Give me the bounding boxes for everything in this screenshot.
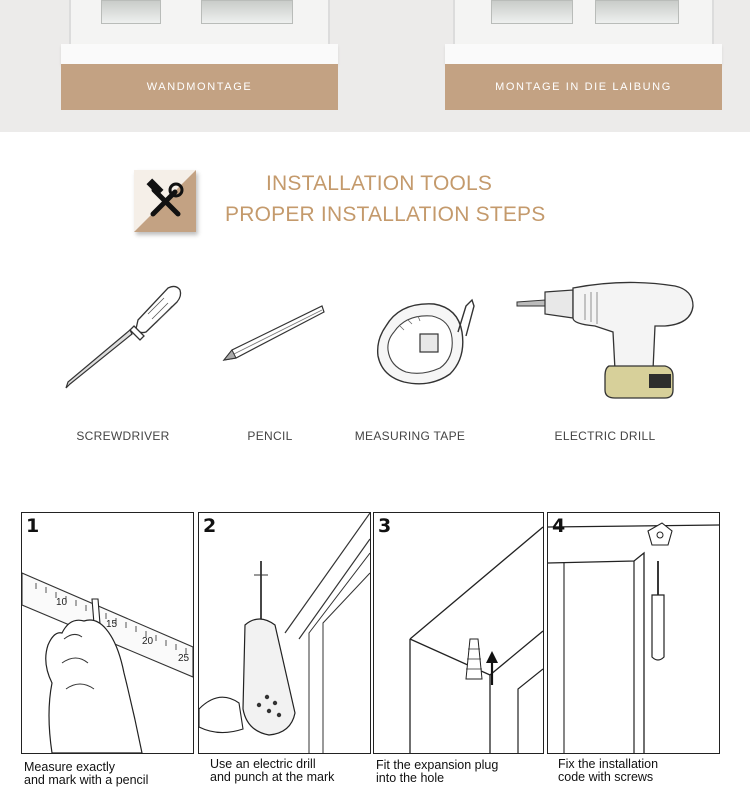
header-title: INSTALLATION TOOLS [266,172,493,195]
tool-label-pencil: PENCIL [247,429,293,443]
window-glass [595,0,679,24]
step-number: 3 [378,515,392,537]
step-caption-line: code with screws [558,770,654,784]
step-caption-line: into the hole [376,771,445,785]
step-number: 1 [26,515,40,537]
ruler-tick-label: 10 [56,597,68,608]
step-3-illustration [374,513,543,753]
mounting-option-recess [445,0,722,110]
step-caption-line: Measure exactly [24,760,116,774]
tool-label-screwdriver: SCREWDRIVER [76,429,170,443]
mounting-option-label: WANDMONTAGE [61,64,338,110]
step-3-caption [376,759,498,785]
step-caption-line: and punch at the mark [210,770,335,784]
step-2-frame [198,512,371,754]
tool-label-electric-drill: ELECTRIC DRILL [554,429,656,443]
installation-header [134,168,614,234]
step-1-caption [24,761,148,787]
window-glass [491,0,573,24]
window-glass [201,0,293,24]
window-glass [101,0,161,24]
hammer-wrench-icon [134,170,196,232]
step-number: 4 [552,515,566,537]
header-subtitle: PROPER INSTALLATION STEPS [225,203,546,226]
window-sill [61,44,338,64]
step-4-illustration [548,513,719,753]
electric-drill-icon [515,280,697,404]
step-caption-line: Fix the installation [558,757,659,771]
step-caption-line: Fit the expansion plug [376,758,499,772]
step-caption-line: Use an electric drill [210,757,316,771]
ruler-tick-label: 20 [142,636,154,647]
mounting-option-label: MONTAGE IN DIE LAIBUNG [445,64,722,110]
step-4-caption [558,758,658,784]
measuring-tape-icon [372,296,478,386]
step-number: 2 [203,515,217,537]
ruler-tick-label: 15 [106,619,118,630]
step-caption-line: and mark with a pencil [24,773,149,787]
step-2-caption [210,758,334,784]
step-4-frame [547,512,720,754]
step-1-illustration [22,513,193,753]
pencil-icon [218,302,328,366]
mounting-option-wall [61,0,338,110]
step-3-frame [373,512,544,754]
window-sill [445,44,722,64]
step-2-illustration [199,513,370,753]
step-1-frame [21,512,194,754]
ruler-tick-label: 25 [178,653,190,664]
tool-label-measuring-tape: MEASURING TAPE [354,429,466,443]
mounting-options-band [0,0,750,132]
screwdriver-icon [60,282,186,392]
